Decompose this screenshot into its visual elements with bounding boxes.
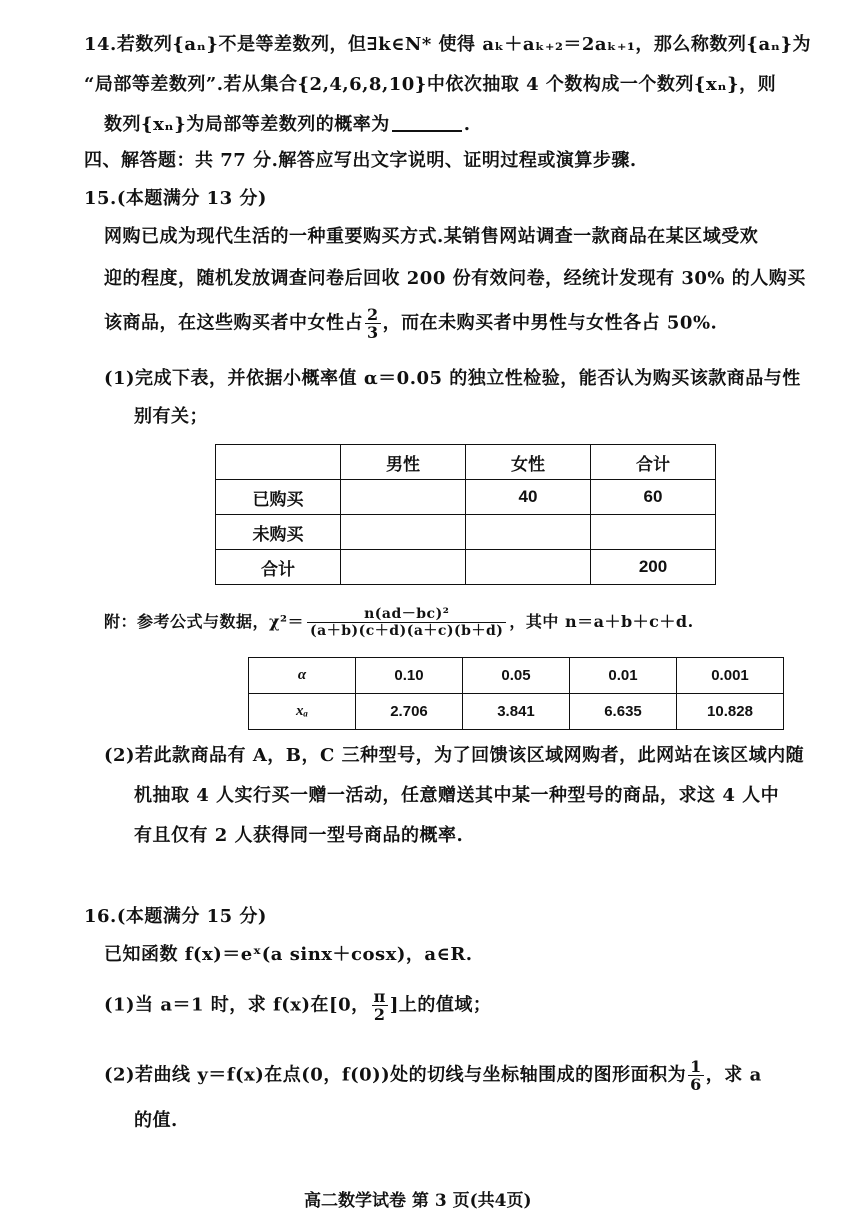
table-row <box>249 694 784 730</box>
table-cell: 0.10 <box>356 658 463 694</box>
q15-part2-line1: (2)若此款商品有 A，B，C 三种型号，为了回馈该区域网购者，此网站在该区域内随 <box>104 745 805 766</box>
table-header-row <box>216 445 716 480</box>
q14-line3-end: . <box>463 114 471 135</box>
table-cell <box>341 515 466 550</box>
section-heading: 四、解答题：共 77 分.解答应写出文字说明、证明过程或演算步骤. <box>84 150 637 171</box>
critical-value-table <box>248 657 784 730</box>
fraction-numerator: π <box>373 987 386 1006</box>
q15-part1-line2: 别有关； <box>134 406 208 427</box>
table-cell <box>341 480 466 515</box>
fraction-numerator: 1 <box>690 1057 702 1076</box>
table-cell: 6.635 <box>570 694 677 730</box>
q16-part2-line2: 的值. <box>134 1110 178 1131</box>
fraction-numerator: n(ad－bc)² <box>307 606 506 623</box>
table-row <box>216 480 716 515</box>
q14-line2: “局部等差数列”.若从集合{2,4,6,8,10}中依次抽取 4 个数构成一个数列{xₙ}，则 <box>84 74 777 95</box>
q14-line1: 14.若数列{aₙ}不是等差数列，但∃k∈N* 使得 aₖ＋aₖ₊₂＝2aₖ₊₁，那么称数列{aₙ}为 <box>84 34 812 55</box>
q14-line3-text: 数列{xₙ}为局部等差数列的概率为 <box>104 114 390 135</box>
table-cell: 合计 <box>216 550 341 585</box>
q15-title: 15.(本题满分 13 分) <box>84 188 267 209</box>
q16-part2 <box>104 1058 762 1093</box>
table-cell: 合计 <box>591 445 716 480</box>
table-cell: 未购买 <box>216 515 341 550</box>
formula-text-b: ，其中 n＝a＋b＋c＋d. <box>509 612 694 631</box>
formula-text-a: 附：参考公式与数据，χ²＝ <box>104 612 305 631</box>
fraction-one-sixth <box>688 1058 704 1093</box>
table-cell: 40 <box>466 480 591 515</box>
table-cell: 已购买 <box>216 480 341 515</box>
table-cell: 0.01 <box>570 658 677 694</box>
q14-line3 <box>104 114 471 136</box>
answer-blank <box>392 114 462 132</box>
table-cell <box>591 515 716 550</box>
q15-part2-line2: 机抽取 4 人实行买一赠一活动，任意赠送其中某一种型号的商品，求这 4 人中 <box>134 785 780 806</box>
formula-line <box>104 606 694 639</box>
table-cell: 2.706 <box>356 694 463 730</box>
table-cell: 男性 <box>341 445 466 480</box>
q15-p3-text-b: ，而在未购买者中男性与女性各占 50%. <box>382 312 718 334</box>
fraction-numerator: 2 <box>367 305 379 324</box>
fraction-denominator: 3 <box>367 323 379 342</box>
table-row <box>216 515 716 550</box>
q15-part1-line1: (1)完成下表，并依据小概率值 α＝0.05 的独立性检验，能否认为购买该款商品与性 <box>104 368 801 389</box>
table-cell: xₐ <box>249 694 356 730</box>
table-cell <box>216 445 341 480</box>
table-cell: 200 <box>591 550 716 585</box>
q15-part2-line3: 有且仅有 2 人获得同一型号商品的概率. <box>134 825 464 846</box>
q16-part1-text-b: ]上的值域； <box>389 994 492 1016</box>
q15-p3-text-a: 该商品，在这些购买者中女性占 <box>104 312 363 334</box>
q16-part1 <box>104 988 491 1023</box>
table-cell: α <box>249 658 356 694</box>
contingency-table <box>215 444 716 585</box>
chi-square-fraction <box>307 606 506 639</box>
table-cell: 0.001 <box>677 658 784 694</box>
page-footer: 高二数学试卷 第 3 页(共4页) <box>304 1191 532 1211</box>
fraction-pi-over-two <box>372 988 388 1023</box>
table-cell: 3.841 <box>463 694 570 730</box>
table-cell: 女性 <box>466 445 591 480</box>
q15-p3 <box>104 306 717 341</box>
q16-line1: 已知函数 f(x)＝eˣ(a sinx＋cosx)，a∈R. <box>104 944 473 965</box>
table-cell: 0.05 <box>463 658 570 694</box>
q15-p2: 迎的程度，随机发放调查问卷后回收 200 份有效问卷，经统计发现有 30% 的人购买 <box>104 268 806 289</box>
table-cell: 60 <box>591 480 716 515</box>
table-cell: 10.828 <box>677 694 784 730</box>
fraction-denominator: 2 <box>373 1005 386 1024</box>
table-row <box>249 658 784 694</box>
fraction-denominator: (a＋b)(c＋d)(a＋c)(b＋d) <box>310 623 504 639</box>
fraction-two-thirds <box>365 306 381 341</box>
table-cell <box>466 550 591 585</box>
table-cell <box>341 550 466 585</box>
fraction-denominator: 6 <box>690 1075 702 1094</box>
q16-part2-text-b: ，求 a <box>705 1064 762 1086</box>
q16-part2-text-a: (2)若曲线 y＝f(x)在点(0，f(0))处的切线与坐标轴围成的图形面积为 <box>104 1064 687 1086</box>
table-cell <box>466 515 591 550</box>
q16-title: 16.(本题满分 15 分) <box>84 906 267 927</box>
q16-part1-text-a: (1)当 a＝1 时，求 f(x)在[0， <box>104 994 370 1016</box>
q15-p1: 网购已成为现代生活的一种重要购买方式.某销售网站调查一款商品在某区域受欢 <box>104 226 759 247</box>
table-row <box>216 550 716 585</box>
